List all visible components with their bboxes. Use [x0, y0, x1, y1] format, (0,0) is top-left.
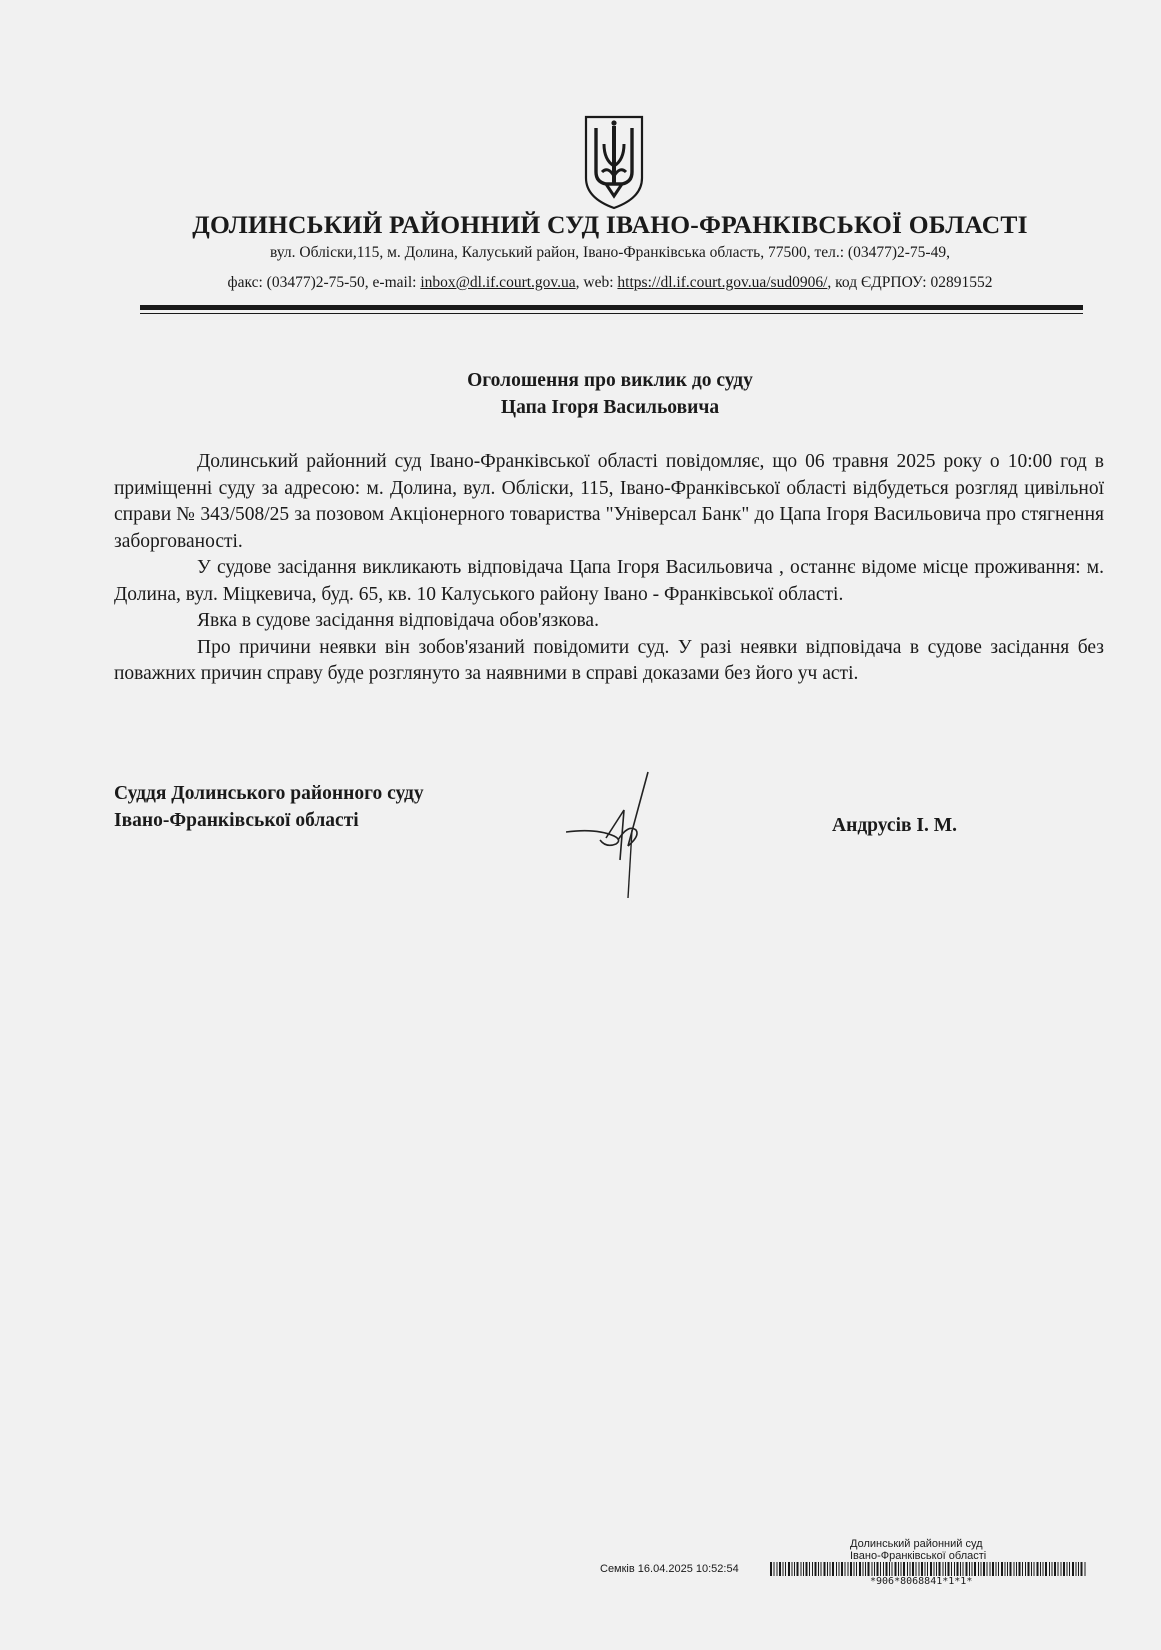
barcode-bar: [788, 1562, 790, 1576]
barcode-bar: [845, 1562, 846, 1576]
barcode-bar: [972, 1562, 973, 1576]
registry-stamp-court: [850, 1538, 986, 1562]
web-link[interactable]: https://dl.if.court.gov.ua/sud0906/: [617, 274, 828, 291]
barcode-bar: [848, 1562, 849, 1576]
barcode-bar: [830, 1562, 831, 1576]
barcode-bar: [898, 1562, 899, 1576]
barcode-bar: [951, 1562, 952, 1576]
registry-court-line-1: Долинський районний суд: [850, 1538, 983, 1550]
header-divider-thick: [140, 305, 1083, 310]
barcode-bar: [872, 1562, 873, 1576]
barcode-bar: [963, 1562, 964, 1576]
barcode-bar: [943, 1562, 944, 1576]
barcode-bar: [1028, 1562, 1030, 1576]
barcode-bar: [886, 1562, 888, 1576]
barcode-bar: [939, 1562, 941, 1576]
barcode-bar: [815, 1562, 817, 1576]
barcode-bar: [930, 1562, 932, 1576]
notice-subject: Цапа Ігоря Васильовича: [500, 397, 720, 418]
barcode-bar: [792, 1562, 793, 1576]
barcode-bar: [1054, 1562, 1056, 1576]
notice-body: [114, 449, 1104, 688]
barcode-bar: [1081, 1562, 1083, 1576]
web-label: , web:: [575, 274, 618, 291]
barcode-bar: [1001, 1562, 1003, 1576]
fax-label: факс: (03477)2-75-50, e-mail:: [227, 274, 421, 291]
barcode-bar: [1037, 1562, 1039, 1576]
barcode-bar: [983, 1562, 985, 1576]
registry-court-line-2: Івано-Франківської області: [850, 1550, 987, 1562]
barcode-bar: [1069, 1562, 1070, 1576]
barcode-bar: [934, 1562, 935, 1576]
barcode-bar: [1078, 1562, 1079, 1576]
notice-title: Оголошення про виклик до суду: [467, 370, 753, 391]
barcode-bar: [1019, 1562, 1021, 1576]
barcode-bar: [821, 1562, 822, 1576]
barcode-bar: [1040, 1562, 1041, 1576]
registry-barcode: [770, 1562, 1088, 1576]
barcode-bar: [901, 1562, 902, 1576]
barcode-bar: [859, 1562, 861, 1576]
barcode-bar: [874, 1562, 875, 1576]
barcode-bar: [797, 1562, 799, 1576]
barcode-bar: [812, 1562, 813, 1576]
barcode-bar: [868, 1562, 870, 1576]
barcode-bar: [777, 1562, 778, 1576]
barcode-bar: [880, 1562, 881, 1576]
barcode-bar: [1010, 1562, 1012, 1576]
barcode-bar: [1049, 1562, 1050, 1576]
barcode-bar: [974, 1562, 976, 1576]
judge-title-line-1: Суддя Долинського районного суду: [114, 783, 424, 804]
judge-name: Андрусів І. М.: [832, 815, 958, 836]
barcode-bar: [954, 1562, 955, 1576]
registry-user-timestamp: Семків 16.04.2025 10:52:54: [600, 1563, 739, 1575]
court-contacts: [130, 274, 1090, 292]
barcode-bar: [877, 1562, 879, 1576]
barcode-bar: [1085, 1562, 1086, 1576]
barcode-bar: [850, 1562, 852, 1576]
barcode-bar: [1076, 1562, 1077, 1576]
barcode-bar: [916, 1562, 917, 1576]
barcode-bar: [960, 1562, 961, 1576]
barcode-bar: [841, 1562, 843, 1576]
barcode-bar: [1014, 1562, 1015, 1576]
barcode-bar: [1025, 1562, 1026, 1576]
court-address: вул. Обліски,115, м. Долина, Калуський район, Івано-Франківська область, 77500, тел.: (03477)2-75-49,: [270, 244, 950, 261]
barcode-bar: [856, 1562, 857, 1576]
barcode-bar: [966, 1562, 968, 1576]
barcode-bar: [824, 1562, 826, 1576]
barcode-bar: [1052, 1562, 1053, 1576]
barcode-bar: [1005, 1562, 1006, 1576]
barcode-bar: [803, 1562, 804, 1576]
barcode-bar: [910, 1562, 911, 1576]
barcode-bar: [921, 1562, 923, 1576]
barcode-bar: [992, 1562, 994, 1576]
court-name: ДОЛИНСЬКИЙ РАЙОННИЙ СУД ІВАНО-ФРАНКІВСЬКОЇ ОБЛАСТІ: [192, 210, 1028, 239]
barcode-bar: [794, 1562, 795, 1576]
barcode-bar: [854, 1562, 855, 1576]
barcode-bar: [1061, 1562, 1062, 1576]
barcode-bar: [863, 1562, 864, 1576]
barcode-bar: [809, 1562, 810, 1576]
barcode-bar: [927, 1562, 928, 1576]
barcode-bar: [801, 1562, 802, 1576]
barcode-bar: [1067, 1562, 1068, 1576]
barcode-bar: [1034, 1562, 1035, 1576]
barcode-bar: [948, 1562, 950, 1576]
barcode-bar: [865, 1562, 866, 1576]
barcode-bar: [832, 1562, 834, 1576]
judge-title: [114, 780, 424, 834]
barcode-bar: [785, 1562, 786, 1576]
barcode-bar: [892, 1562, 893, 1576]
barcode-bar: [990, 1562, 991, 1576]
barcode-bar: [1045, 1562, 1047, 1576]
barcode-bar: [1063, 1562, 1065, 1576]
barcode-bar: [957, 1562, 959, 1576]
barcode-bar: [981, 1562, 982, 1576]
barcode-bar: [945, 1562, 946, 1576]
barcode-bar: [1043, 1562, 1044, 1576]
barcode-bar: [883, 1562, 884, 1576]
barcode-bar: [996, 1562, 997, 1576]
barcode-bar: [806, 1562, 808, 1576]
barcode-bar: [818, 1562, 819, 1576]
paragraph-defendant-summons: У судове засідання викликають відповідача Цапа Ігоря Васильовича , останнє відоме місце проживання: м. Долина, вул. Міцкевича, буд. 65, кв. 10 Калуського району Івано - Франківської області.: [114, 557, 1104, 605]
barcode-bar: [1022, 1562, 1023, 1576]
barcode-bar: [1016, 1562, 1017, 1576]
barcode-bar: [998, 1562, 999, 1576]
barcode-bar: [903, 1562, 905, 1576]
barcode-bar: [912, 1562, 914, 1576]
email-link[interactable]: inbox@dl.if.court.gov.ua: [420, 274, 576, 291]
barcode-bar: [836, 1562, 837, 1576]
barcode-bar: [1007, 1562, 1008, 1576]
barcode-bar: [969, 1562, 970, 1576]
trident-coat-of-arms-icon: [582, 114, 646, 210]
barcode-bar: [774, 1562, 775, 1576]
barcode-bar: [839, 1562, 840, 1576]
barcode-bar: [978, 1562, 979, 1576]
barcode-bar: [889, 1562, 890, 1576]
header-divider-thin: [140, 313, 1083, 314]
paragraph-hearing-info: Долинський районний суд Івано-Франківської області повідомляє, що 06 травня 2025 року о 10:00 год в приміщенні суду за адресою: м. Долина, вул. Обліски, 115, Івано-Франківської області відбудеться розгляд цивільної справи № 343/508/25 за позовом Акціонерного товариства "Універсал Банк" до Цапа Ігоря Васильовича про стягнення заборгованості.: [114, 451, 1104, 552]
paragraph-absence-consequences: Про причини неявки він зобов'язаний повідомити суд. У разі неявки відповідача в судове засідання без поважних причин справу буде розглянуто за наявними в справі доказами без його уч асті.: [114, 636, 1104, 684]
barcode-bar: [1058, 1562, 1059, 1576]
barcode-bar: [770, 1562, 772, 1576]
judge-title-line-2: Івано-Франківської області: [114, 810, 359, 831]
barcode-bar: [827, 1562, 828, 1576]
barcode-bar: [907, 1562, 908, 1576]
barcode-bar: [779, 1562, 781, 1576]
barcode-bar: [919, 1562, 920, 1576]
barcode-bar: [1072, 1562, 1074, 1576]
handwritten-signature: [566, 770, 676, 900]
barcode-bar: [895, 1562, 897, 1576]
barcode-bar: [936, 1562, 937, 1576]
barcode-bar: [1031, 1562, 1032, 1576]
registry-code: *906*8068841*1*1*: [870, 1576, 973, 1587]
barcode-bar: [783, 1562, 784, 1576]
paragraph-attendance: Явка в судове засідання відповідача обов'язкова.: [197, 610, 599, 631]
barcode-bar: [987, 1562, 988, 1576]
barcode-bar: [925, 1562, 926, 1576]
edrpou-code: , код ЄДРПОУ: 02891552: [827, 274, 993, 291]
